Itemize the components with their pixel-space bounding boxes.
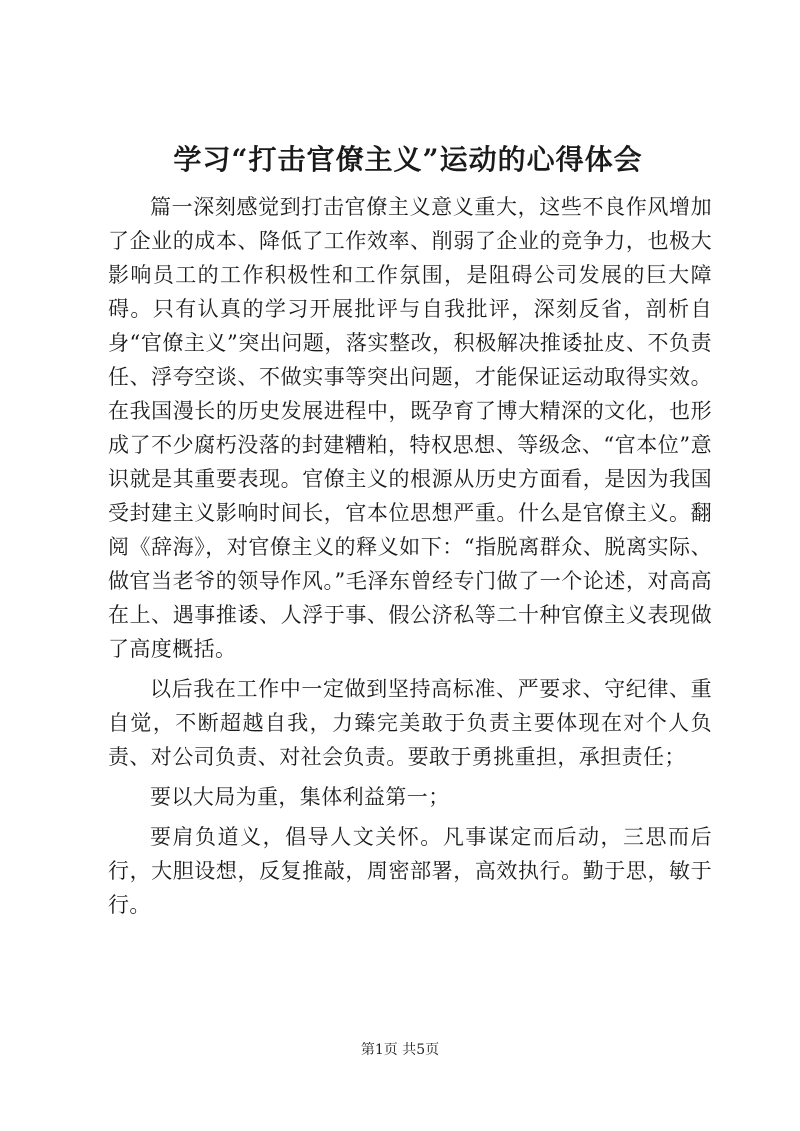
page-title: 学习“打击官僚主义”运动的心得体会 — [173, 143, 643, 176]
paragraph-4: 要肩负道义，倡导人文关怀。凡事谋定而后动，三思而后行，大胆设想，反复推敲，周密部署，高效执行。勤于思，敏于行。 — [108, 825, 712, 917]
paragraph-1: 篇一深刻感觉到打击官僚主义意义重大，这些不良作风增加了企业的成本、降低了工作效率、削弱了企业的竞争力，也极大影响员工的工作积极性和工作氛围，是阻碍公司发展的巨大障碍。只有认真的学习开展批评与自我批评，深刻反省，剖析自身“官僚主义”突出问题，落实整改，积极解决推诿扯皮、不负责任、浮夸空谈、不做实事等突出问题，才能保证运动取得实效。在我国漫长的历史发展进程中，既孕育了博大精深的文化，也形成了不少腐朽没落的封建糟粕，特权思想、等级念、“官本位”意识就是其重要表现。官僚主义的根源从历史方面看，是因为我国受封建主义影响时间长，官本位思想严重。什么是官僚主义。翻阅《辞海》，对官僚主义的释义如下：“指脱离群众、脱离实际、做官当老爷的领导作风。”毛泽东曾经专门做了一个论述，对高高在上、遇事推诿、人浮于事、假公济私等二十种官僚主义表现做了高度概括。 — [108, 195, 712, 661]
page-footer — [0, 1040, 800, 1060]
paragraph-3: 要以大局为重，集体利益第一； — [150, 785, 450, 809]
document-body — [108, 190, 712, 922]
paragraph-2: 以后我在工作中一定做到坚持高标准、严要求、守纪律、重自觉，不断超越自我，力臻完美敢于负责主要体现在对个人负责、对公司负责、对社会负责。要敢于勇挑重担，承担责任； — [108, 677, 712, 769]
page-number: 第1页 共5页 — [360, 1042, 440, 1058]
